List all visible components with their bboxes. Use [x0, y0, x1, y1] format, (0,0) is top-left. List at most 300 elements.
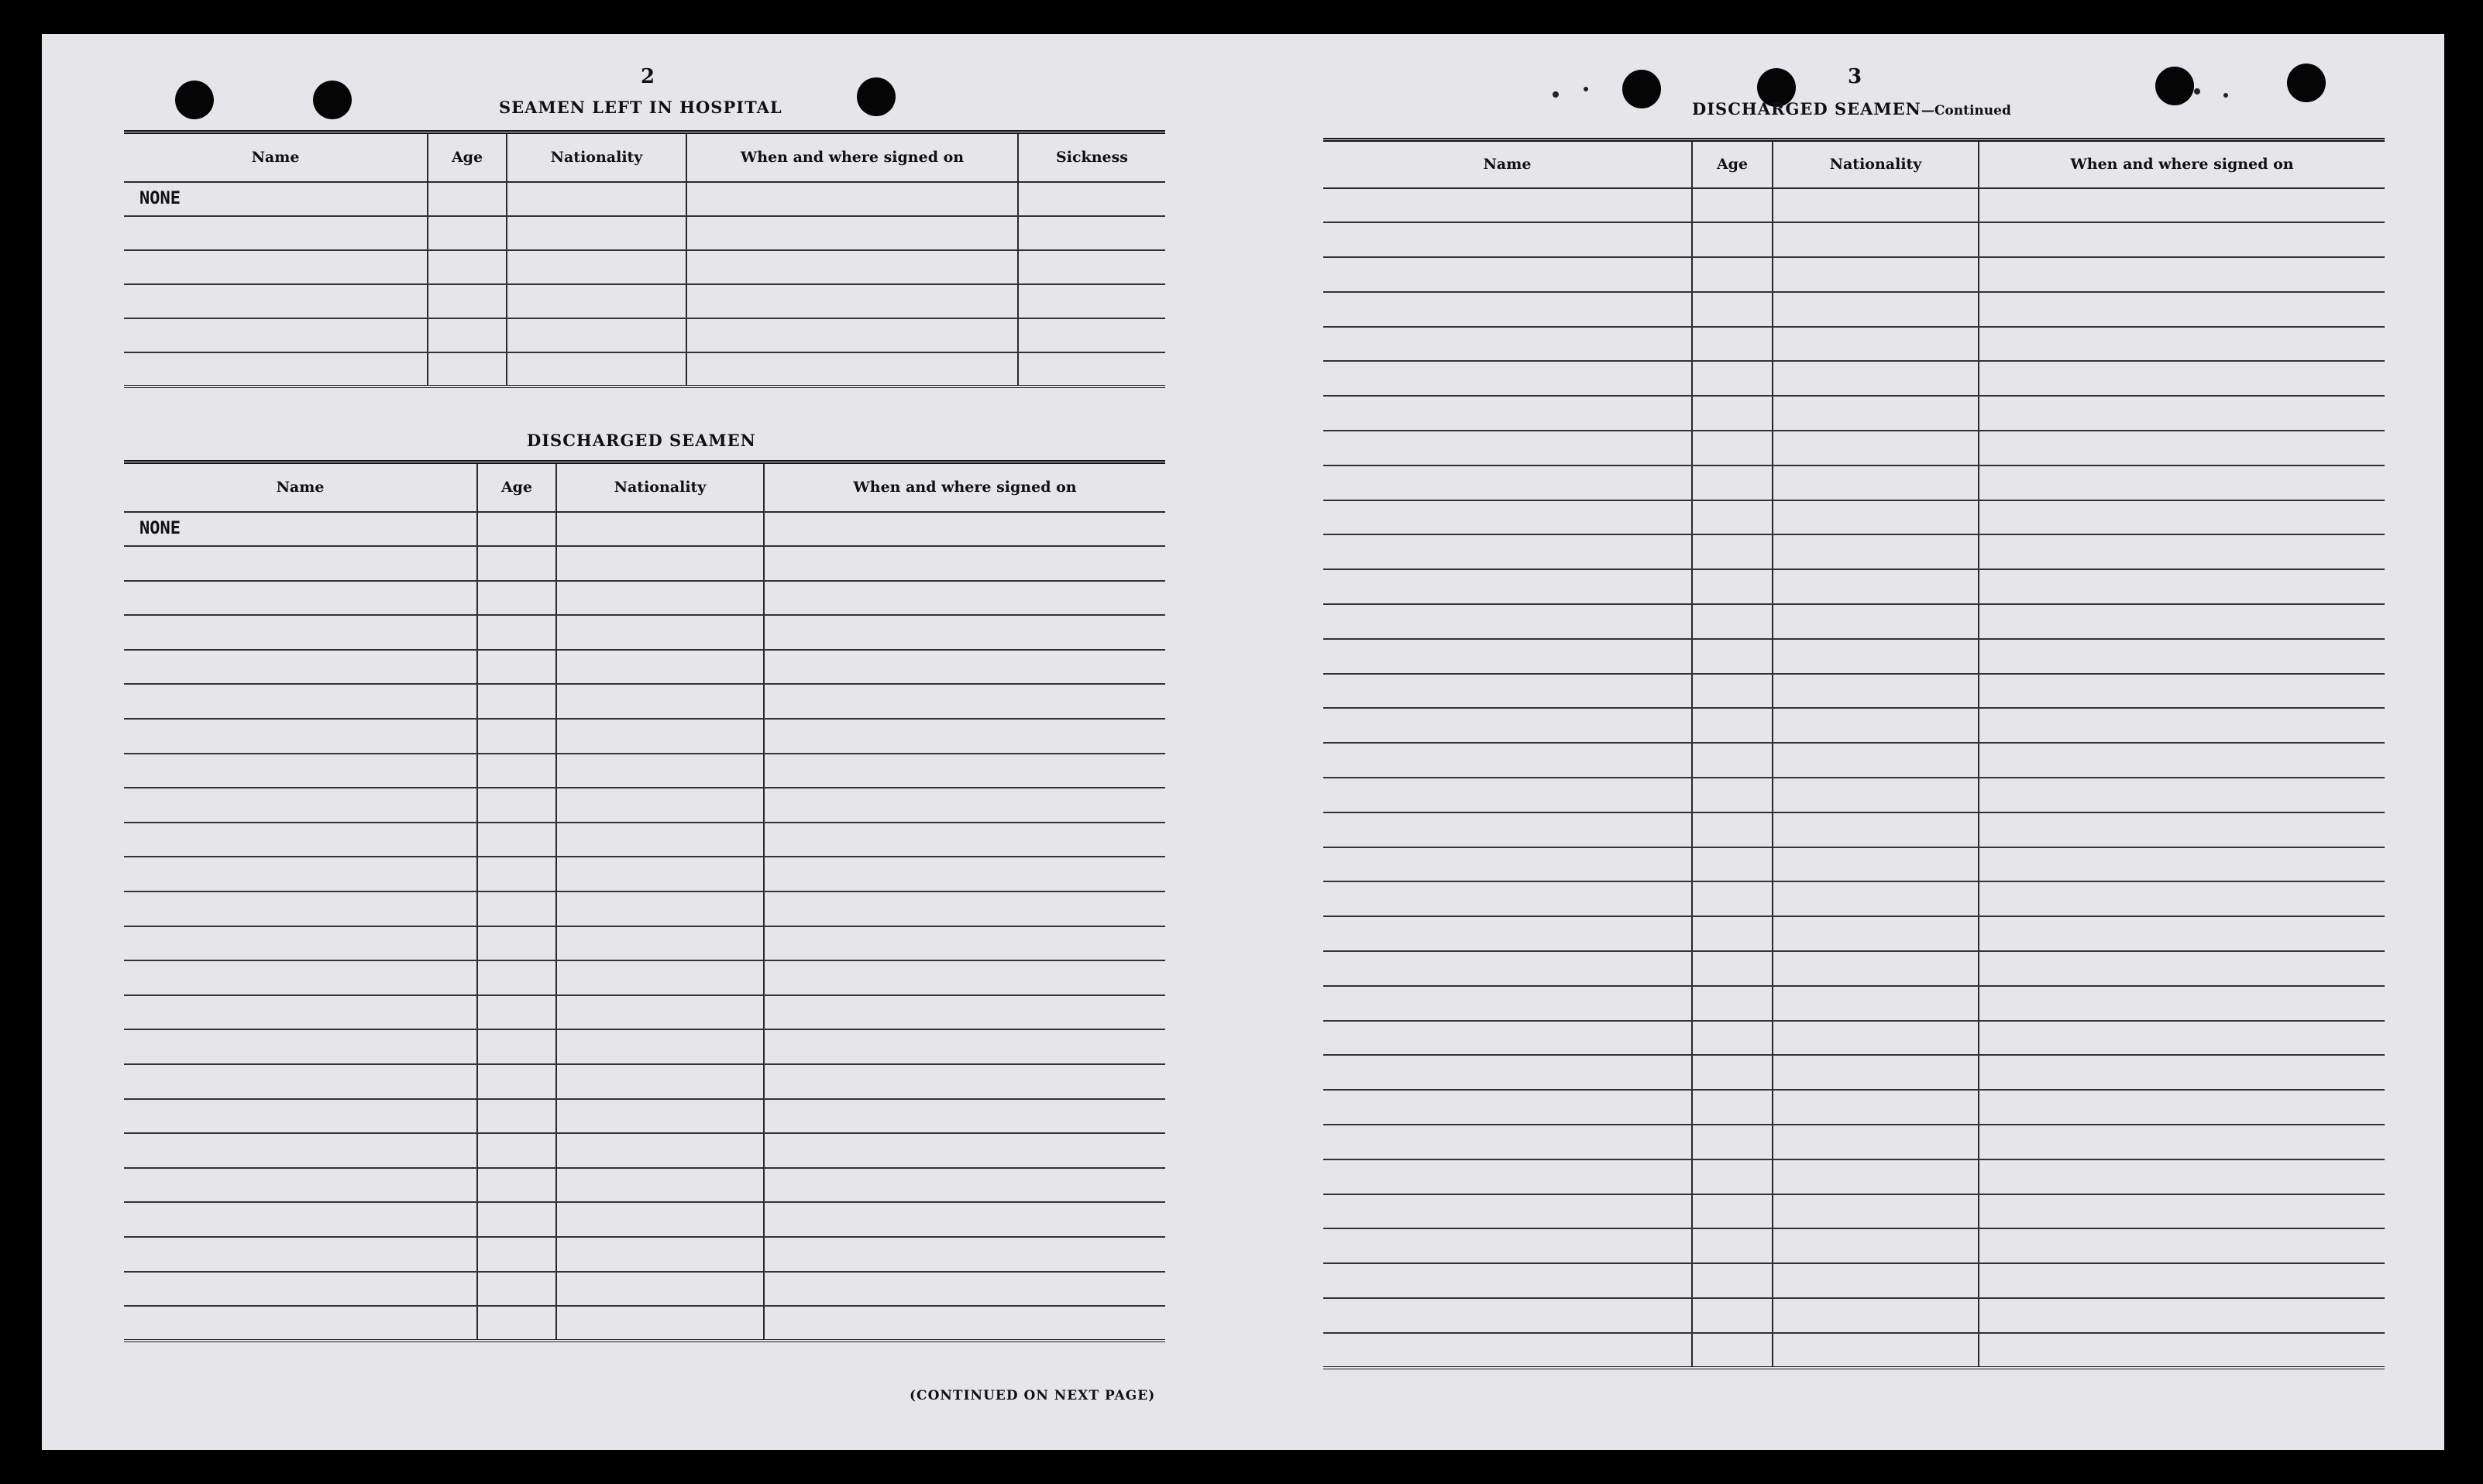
table-row [1323, 639, 2385, 674]
table-cell [556, 1064, 764, 1099]
table-row [1323, 1090, 2385, 1125]
table-cell [1323, 327, 1692, 362]
table-cell [1323, 847, 1692, 882]
table-cell [124, 1099, 477, 1134]
table-cell [1979, 674, 2385, 709]
table-cell [1979, 534, 2385, 569]
table-cell [1979, 1125, 2385, 1159]
table-cell [1692, 327, 1773, 362]
table-cell [764, 1099, 1165, 1134]
table-cell [764, 926, 1165, 961]
table-cell [1773, 1194, 1979, 1229]
table-cell [124, 581, 477, 616]
table-cell [477, 1099, 556, 1134]
table-cell [1018, 284, 1165, 318]
table-cell [556, 512, 764, 547]
table-cell [1773, 1055, 1979, 1090]
table-row [1323, 708, 2385, 743]
table-cell [1692, 431, 1773, 465]
table-cell [124, 1272, 477, 1307]
table-cell [556, 823, 764, 857]
table-cell [477, 512, 556, 547]
table-row [124, 546, 1165, 581]
table-row [124, 891, 1165, 926]
table-cell [124, 1202, 477, 1237]
table-cell [124, 1168, 477, 1203]
table-cell [1773, 1228, 1979, 1263]
table-row [1323, 1055, 2385, 1090]
table-row [1323, 674, 2385, 709]
table-cell [1979, 1194, 2385, 1229]
table-cell [1773, 222, 1979, 257]
table-row [124, 1064, 1165, 1099]
table-cell [477, 1064, 556, 1099]
table-cell [1773, 986, 1979, 1021]
table-cell [1979, 1263, 2385, 1298]
hospital-rows [124, 182, 1165, 386]
table-cell [764, 581, 1165, 616]
ink-speck [1553, 91, 1559, 98]
table-cell [1773, 847, 1979, 882]
table-cell [428, 250, 507, 284]
table-row [124, 823, 1165, 857]
table-cell [1323, 396, 1692, 431]
table-cell [1323, 1333, 1692, 1368]
table-cell [1773, 327, 1979, 362]
table-cell [1773, 257, 1979, 292]
discharged-first-entry: NONE [124, 512, 477, 547]
column-header-nationality: Nationality [1773, 140, 1979, 188]
table-cell [1692, 1263, 1773, 1298]
table-cell [1692, 778, 1773, 812]
table-cell [1323, 743, 1692, 778]
column-header-signed-on: When and where signed on [764, 462, 1165, 512]
table-cell [556, 891, 764, 926]
table-cell [1773, 431, 1979, 465]
table-cell [1323, 1090, 1692, 1125]
table-cell [1979, 778, 2385, 812]
table-cell [1979, 1021, 2385, 1056]
table-cell [124, 788, 477, 823]
ledger-sheet [42, 34, 2444, 1450]
ink-speck [2194, 88, 2200, 94]
table-cell [428, 216, 507, 250]
table-row [124, 512, 1165, 547]
discharged-continued-title [1692, 99, 2011, 119]
table-cell [1773, 881, 1979, 916]
table-cell [1773, 569, 1979, 604]
table-cell [1979, 292, 2385, 327]
table-row [124, 960, 1165, 995]
table-cell [1773, 396, 1979, 431]
table-cell [477, 823, 556, 857]
table-cell [1692, 188, 1773, 223]
table-cell [1773, 604, 1979, 639]
table-cell [1979, 361, 2385, 396]
table-cell [1692, 604, 1773, 639]
column-header-name: Name [124, 462, 477, 512]
table-cell [1323, 604, 1692, 639]
table-cell [1323, 1125, 1692, 1159]
column-header-age: Age [477, 462, 556, 512]
table-cell [556, 1168, 764, 1203]
table-cell [1692, 569, 1773, 604]
table-cell [124, 216, 428, 250]
table-cell [686, 284, 1018, 318]
table-cell [1323, 1228, 1692, 1263]
table-row [1323, 222, 2385, 257]
table-row [1323, 916, 2385, 951]
table-cell [124, 995, 477, 1030]
table-cell [1692, 1333, 1773, 1368]
table-cell [686, 352, 1018, 386]
table-row [124, 995, 1165, 1030]
table-cell [1979, 396, 2385, 431]
table-cell [764, 719, 1165, 754]
table-cell [1323, 881, 1692, 916]
table-cell [124, 1237, 477, 1272]
table-cell [1692, 465, 1773, 500]
table-cell [1692, 1090, 1773, 1125]
table-cell [477, 1306, 556, 1341]
table-row [1323, 534, 2385, 569]
table-row [124, 1202, 1165, 1237]
table-cell [1323, 222, 1692, 257]
table-cell [764, 754, 1165, 788]
table-cell [556, 546, 764, 581]
table-cell [1979, 708, 2385, 743]
table-row [1323, 1228, 2385, 1263]
table-row [1323, 361, 2385, 396]
table-cell [1773, 465, 1979, 500]
table-cell [1323, 500, 1692, 535]
table-cell [124, 318, 428, 352]
table-cell [477, 1168, 556, 1203]
table-cell [1018, 250, 1165, 284]
table-row [124, 857, 1165, 891]
discharged-table-right [1323, 138, 2385, 1369]
table-cell [686, 216, 1018, 250]
table-cell [1773, 534, 1979, 569]
table-cell [124, 926, 477, 961]
table-cell [1323, 708, 1692, 743]
table-cell [124, 250, 428, 284]
table-cell [686, 182, 1018, 216]
table-cell [477, 684, 556, 719]
table-cell [1692, 951, 1773, 986]
column-header-signed-on: When and where signed on [686, 132, 1018, 182]
table-row [1323, 881, 2385, 916]
table-cell [1323, 292, 1692, 327]
table-cell [1692, 916, 1773, 951]
table-cell [764, 650, 1165, 685]
table-row [1323, 812, 2385, 847]
table-row [1323, 500, 2385, 535]
table-cell [1692, 361, 1773, 396]
table-cell [556, 1306, 764, 1341]
table-cell [124, 1064, 477, 1099]
table-cell [556, 650, 764, 685]
table-cell [764, 1064, 1165, 1099]
table-cell [1773, 292, 1979, 327]
table-cell [1979, 1298, 2385, 1333]
column-header-sickness: Sickness [1018, 132, 1165, 182]
table-cell [1323, 778, 1692, 812]
table-cell [1979, 257, 2385, 292]
table-row [1323, 1298, 2385, 1333]
table-cell [556, 1099, 764, 1134]
table-cell [1692, 1125, 1773, 1159]
table-cell [1018, 182, 1165, 216]
table-cell [764, 960, 1165, 995]
table-cell [1773, 1333, 1979, 1368]
table-cell [124, 891, 477, 926]
table-cell [124, 546, 477, 581]
table-cell [1323, 465, 1692, 500]
table-row [1323, 604, 2385, 639]
table-cell [1323, 1298, 1692, 1333]
table-row [1323, 257, 2385, 292]
table-cell [1979, 465, 2385, 500]
table-cell [1692, 396, 1773, 431]
table-cell [1979, 604, 2385, 639]
table-cell [1773, 916, 1979, 951]
table-cell [477, 546, 556, 581]
table-cell [764, 512, 1165, 547]
table-cell [1692, 639, 1773, 674]
table-cell [764, 1272, 1165, 1307]
table-cell [764, 1306, 1165, 1341]
table-cell [764, 857, 1165, 891]
table-cell [1323, 431, 1692, 465]
table-cell [1979, 1055, 2385, 1090]
table-cell [556, 857, 764, 891]
table-row [1323, 1263, 2385, 1298]
table-cell [1979, 639, 2385, 674]
table-cell [1323, 986, 1692, 1021]
discharged-table-left [124, 460, 1165, 1342]
table-row [124, 1168, 1165, 1203]
table-row [124, 318, 1165, 352]
table-cell [1773, 778, 1979, 812]
table-cell [1692, 1228, 1773, 1263]
table-cell [1323, 257, 1692, 292]
table-cell [477, 1272, 556, 1307]
punch-hole [175, 81, 214, 119]
table-cell [1773, 743, 1979, 778]
table-row [1323, 778, 2385, 812]
table-cell [1323, 1263, 1692, 1298]
table-row [124, 581, 1165, 616]
table-cell [1979, 1090, 2385, 1125]
table-row [124, 684, 1165, 719]
table-cell [1692, 708, 1773, 743]
table-cell [556, 615, 764, 650]
table-cell [124, 1133, 477, 1168]
column-header-age: Age [1692, 140, 1773, 188]
table-cell [1773, 1125, 1979, 1159]
table-cell [1692, 257, 1773, 292]
table-row [1323, 1194, 2385, 1229]
table-cell [477, 995, 556, 1030]
table-cell [477, 926, 556, 961]
table-cell [1979, 881, 2385, 916]
table-row [124, 1029, 1165, 1064]
column-header-signed-on: When and where signed on [1979, 140, 2385, 188]
punch-hole [1622, 70, 1661, 108]
table-cell [556, 1202, 764, 1237]
table-cell [686, 318, 1018, 352]
table-cell [1323, 1194, 1692, 1229]
table-cell [764, 1237, 1165, 1272]
table-cell [1773, 1159, 1979, 1194]
discharged-rows-left [124, 512, 1165, 1341]
table-cell [556, 754, 764, 788]
column-header-name: Name [124, 132, 428, 182]
table-cell [1323, 569, 1692, 604]
table-cell: NONE [124, 182, 428, 216]
table-cell [1692, 1159, 1773, 1194]
table-row [1323, 743, 2385, 778]
hospital-title: SEAMEN LEFT IN HOSPITAL [499, 98, 782, 117]
table-cell [1979, 500, 2385, 535]
table-row [124, 926, 1165, 961]
table-cell [477, 650, 556, 685]
table-cell [1773, 188, 1979, 223]
table-cell [1692, 812, 1773, 847]
table-cell [764, 615, 1165, 650]
column-header-name: Name [1323, 140, 1692, 188]
table-cell [428, 318, 507, 352]
table-cell [1323, 1021, 1692, 1056]
table-cell [764, 684, 1165, 719]
table-row [1323, 1125, 2385, 1159]
table-cell [507, 284, 686, 318]
table-cell [1692, 1194, 1773, 1229]
table-cell [477, 1133, 556, 1168]
table-row [124, 216, 1165, 250]
table-cell [1979, 1333, 2385, 1368]
table-cell [1979, 431, 2385, 465]
table-cell [556, 995, 764, 1030]
table-row [124, 352, 1165, 386]
table-row [1323, 396, 2385, 431]
table-cell [124, 284, 428, 318]
table-cell [1773, 951, 1979, 986]
table-cell [1979, 951, 2385, 986]
table-cell [764, 546, 1165, 581]
table-row [124, 284, 1165, 318]
table-row [124, 1133, 1165, 1168]
table-cell [764, 823, 1165, 857]
table-row [124, 1306, 1165, 1341]
table-cell [1323, 951, 1692, 986]
table-cell [1773, 1298, 1979, 1333]
table-cell [507, 352, 686, 386]
punch-hole [2155, 67, 2194, 105]
table-cell [1323, 1159, 1692, 1194]
continued-note: (CONTINUED ON NEXT PAGE) [910, 1388, 1156, 1403]
page-number-right: 3 [1847, 65, 1862, 88]
table-row [1323, 951, 2385, 986]
table-cell [556, 1133, 764, 1168]
column-header-nationality: Nationality [556, 462, 764, 512]
table-cell [1773, 812, 1979, 847]
table-cell [428, 352, 507, 386]
table-cell [556, 684, 764, 719]
table-cell [556, 1029, 764, 1064]
table-cell [507, 216, 686, 250]
table-row [1323, 1021, 2385, 1056]
table-cell [1979, 743, 2385, 778]
table-cell [124, 650, 477, 685]
table-cell [764, 788, 1165, 823]
table-cell [1692, 1055, 1773, 1090]
table-cell [1979, 847, 2385, 882]
table-cell [1979, 1228, 2385, 1263]
table-cell [764, 1168, 1165, 1203]
table-cell [1979, 812, 2385, 847]
table-cell [1323, 361, 1692, 396]
table-cell [1692, 1298, 1773, 1333]
table-row [124, 788, 1165, 823]
table-cell [124, 857, 477, 891]
table-cell [124, 823, 477, 857]
table-cell [477, 615, 556, 650]
table-row [1323, 1333, 2385, 1368]
table-row [124, 250, 1165, 284]
punch-hole [2287, 64, 2326, 102]
table-cell [1979, 188, 2385, 223]
table-cell [1979, 1159, 2385, 1194]
column-header-nationality: Nationality [507, 132, 686, 182]
table-row [1323, 465, 2385, 500]
table-cell [686, 250, 1018, 284]
table-cell [477, 1237, 556, 1272]
table-cell [507, 182, 686, 216]
table-row [124, 754, 1165, 788]
table-row [124, 615, 1165, 650]
table-cell [1323, 812, 1692, 847]
table-cell [477, 960, 556, 995]
table-cell [1018, 318, 1165, 352]
table-cell [477, 891, 556, 926]
table-row [124, 650, 1165, 685]
table-cell [1773, 1090, 1979, 1125]
table-cell [124, 615, 477, 650]
discharged-title: DISCHARGED SEAMEN [527, 431, 756, 450]
table-cell [556, 926, 764, 961]
table-cell [1773, 708, 1979, 743]
table-cell [124, 1306, 477, 1341]
table-cell [556, 1272, 764, 1307]
table-cell [477, 788, 556, 823]
table-cell [1323, 639, 1692, 674]
table-cell [556, 1237, 764, 1272]
table-cell [1692, 986, 1773, 1021]
hospital-table [124, 130, 1165, 388]
table-cell [1979, 916, 2385, 951]
punch-hole [857, 77, 896, 116]
table-cell [1692, 292, 1773, 327]
discharged-rows-right [1323, 188, 2385, 1368]
table-cell [1692, 534, 1773, 569]
table-cell [1773, 1263, 1979, 1298]
table-row [1323, 188, 2385, 223]
table-row [1323, 1159, 2385, 1194]
table-cell [764, 891, 1165, 926]
table-cell [507, 250, 686, 284]
